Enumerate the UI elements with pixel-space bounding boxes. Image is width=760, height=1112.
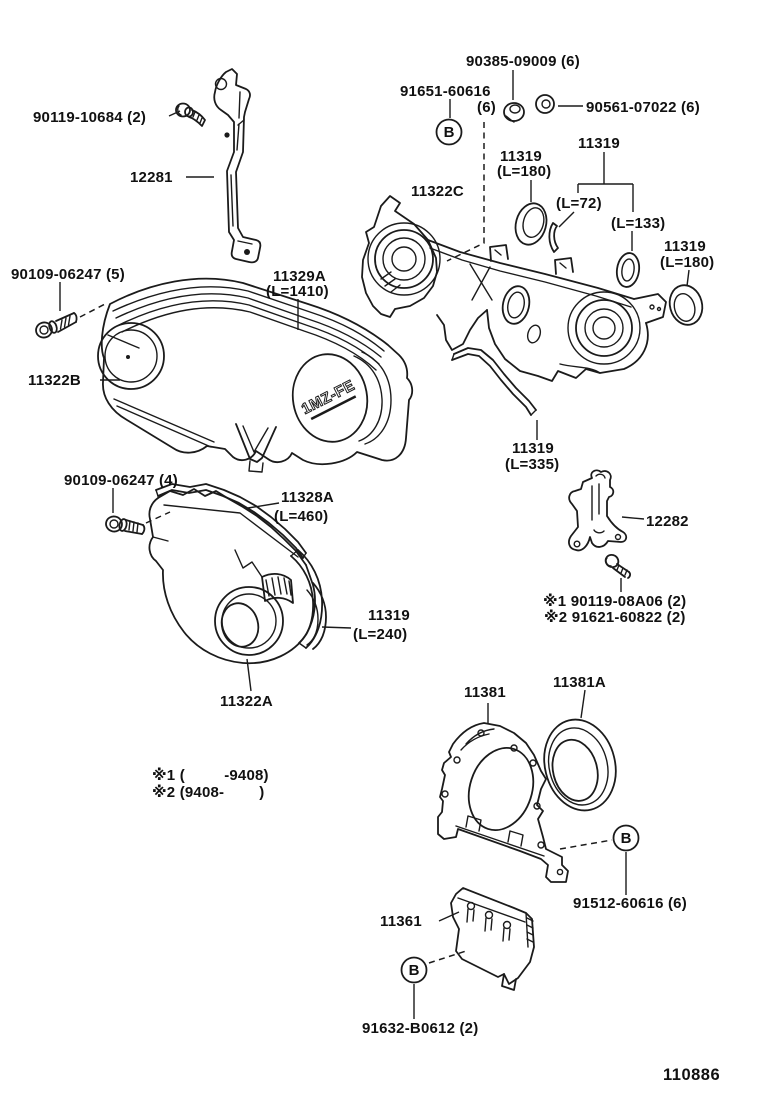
callout-11319-240: 11319 [368, 607, 410, 624]
callout-11319-left: 11319 [500, 148, 542, 165]
callout-11319-335: 11319 [512, 440, 554, 457]
callout-11319-335-len: (L=335) [505, 456, 560, 473]
callout-11319-left-len: (L=180) [497, 163, 552, 180]
callout-90561-07022: 90561-07022 (6) [586, 99, 700, 116]
note-1: ※1 ( -9408) [152, 767, 269, 784]
plate-11381-drawing [438, 723, 568, 882]
callout-11319-group: 11319 [578, 135, 620, 152]
callout-11319-right-len: (L=180) [660, 254, 715, 271]
seal-11319-l180-right-drawing [665, 282, 706, 329]
callout-11319-l133: (L=133) [611, 215, 666, 232]
marker-b-top-label: B [443, 124, 455, 141]
callout-11322a: 11322A [220, 693, 273, 710]
callout-11328a-len: (L=460) [274, 508, 329, 525]
bolt-90109-06247-5-drawing [34, 313, 77, 340]
marker-b-bottom-label: B [408, 962, 420, 979]
grommet-90385-drawing [504, 103, 524, 122]
marker-b-top [437, 120, 462, 145]
callout-11361: 11361 [380, 913, 422, 930]
bolt-90109-06247-4-drawing [105, 515, 145, 534]
cover-11322b-drawing [98, 279, 412, 472]
bracket-12281-drawing [176, 69, 260, 262]
callout-11328a: 11328A [281, 489, 334, 506]
callout-12281: 12281 [130, 169, 173, 186]
washer-90561-drawing [536, 95, 554, 113]
gasket-11319-l72-drawing [549, 223, 558, 252]
callout-90109-06247-4: 90109-06247 (4) [64, 472, 178, 489]
leader-lines [60, 70, 689, 1019]
callout-11381: 11381 [464, 684, 506, 701]
callout-11319-right: 11319 [664, 238, 706, 255]
callout-11322b: 11322B [28, 372, 81, 389]
callout-90119-10684: 90119-10684 (2) [33, 109, 147, 126]
callout-91651-60616: 91651-60616 [400, 83, 491, 100]
seal-11381a-drawing [535, 712, 625, 818]
callout-12282: 12282 [646, 513, 689, 530]
callout-note2-bolt: ※2 91621-60822 (2) [544, 609, 686, 626]
callout-11381a: 11381A [553, 674, 606, 691]
callout-90385-09009: 90385-09009 (6) [466, 53, 580, 70]
marker-b-right-label: B [620, 830, 632, 847]
gasket-11319-l240-drawing [291, 550, 326, 649]
callout-91512-60616: 91512-60616 (6) [573, 895, 687, 912]
bracket-12282-drawing [569, 470, 630, 578]
marker-b-bottom [402, 958, 427, 983]
gasket-11319-l133-drawing [615, 252, 642, 289]
gasket-11319-l335-drawing [452, 348, 536, 415]
callout-11329a-len: (L=1410) [266, 283, 329, 300]
callout-11319-240-len: (L=240) [353, 626, 408, 643]
callout-11322c: 11322C [411, 183, 464, 200]
note-2: ※2 (9408- ) [152, 784, 265, 801]
callout-11319-l72: (L=72) [556, 195, 602, 212]
callout-91651-60616-qty: (6) [477, 99, 496, 116]
diagram-code: 110886 [663, 1066, 721, 1084]
engine-logo-text: 1MZ-FE [298, 376, 358, 418]
callout-90109-06247-5: 90109-06247 (5) [11, 266, 125, 283]
callout-note1-bolt: ※1 90119-08A06 (2) [543, 593, 687, 610]
callout-91632-b0612: 91632-B0612 (2) [362, 1020, 479, 1037]
plate-11361-drawing [451, 888, 534, 990]
seal-11319-l180-left-drawing [511, 200, 551, 248]
callout-11329a: 11329A [273, 268, 326, 285]
marker-b-right [614, 826, 639, 851]
